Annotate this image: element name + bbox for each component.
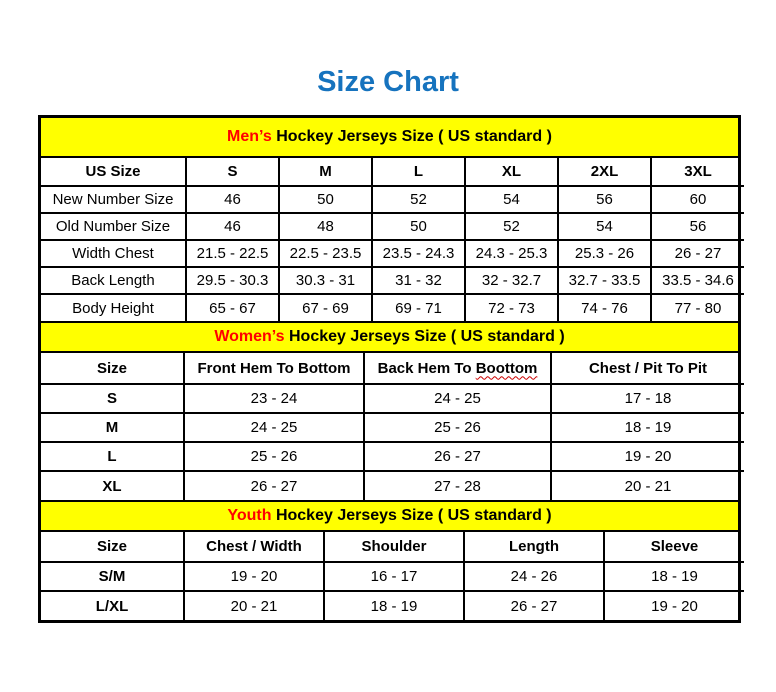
mens-header-row xyxy=(41,158,744,186)
table-row xyxy=(41,186,744,213)
youth-cell: 19 - 20 xyxy=(184,562,324,591)
womens-row-label: XL xyxy=(41,471,184,500)
mens-cell: 46 xyxy=(186,186,279,213)
youth-cell: 18 - 19 xyxy=(324,591,464,620)
table-row xyxy=(41,471,744,500)
mens-cell: 54 xyxy=(558,213,651,240)
youth-row-label: S/M xyxy=(41,562,184,591)
mens-cell: 52 xyxy=(372,186,465,213)
table-row xyxy=(41,562,744,591)
womens-cell: 26 - 27 xyxy=(184,471,364,500)
youth-cell: 20 - 21 xyxy=(184,591,324,620)
youth-column-header: Length xyxy=(464,532,604,562)
womens-column-header xyxy=(364,353,551,384)
mens-row-label: Back Length xyxy=(41,267,186,294)
youth-column-header: Chest / Width xyxy=(184,532,324,562)
mens-row-label: Old Number Size xyxy=(41,213,186,240)
mens-column-header: S xyxy=(186,158,279,186)
mens-column-header: 2XL xyxy=(558,158,651,186)
mens-cell: 50 xyxy=(372,213,465,240)
womens-header-row xyxy=(41,353,744,384)
womens-row-label: S xyxy=(41,384,184,413)
mens-column-header: 3XL xyxy=(651,158,744,186)
youth-section-band xyxy=(41,500,738,532)
mens-cell: 23.5 - 24.3 xyxy=(372,240,465,267)
womens-cell: 24 - 25 xyxy=(184,413,364,442)
mens-section-band xyxy=(41,118,738,158)
womens-column-header-misspelled-word: Boottom xyxy=(475,359,538,377)
womens-cell: 25 - 26 xyxy=(184,442,364,471)
mens-cell: 30.3 - 31 xyxy=(279,267,372,294)
womens-row-label: L xyxy=(41,442,184,471)
youth-cell: 26 - 27 xyxy=(464,591,604,620)
mens-cell: 72 - 73 xyxy=(465,294,558,321)
mens-cell: 56 xyxy=(651,213,744,240)
mens-cell: 77 - 80 xyxy=(651,294,744,321)
table-row xyxy=(41,213,744,240)
mens-band-text: Hockey Jerseys Size ( US standard ) xyxy=(276,128,552,145)
mens-column-header: M xyxy=(279,158,372,186)
mens-row-label: Body Height xyxy=(41,294,186,321)
mens-cell: 48 xyxy=(279,213,372,240)
womens-cell: 24 - 25 xyxy=(364,384,551,413)
mens-size-table xyxy=(41,158,744,321)
womens-cell: 23 - 24 xyxy=(184,384,364,413)
youth-cell: 19 - 20 xyxy=(604,591,744,620)
mens-cell: 46 xyxy=(186,213,279,240)
mens-cell: 56 xyxy=(558,186,651,213)
youth-row-label: L/XL xyxy=(41,591,184,620)
youth-band-text: Hockey Jerseys Size ( US standard ) xyxy=(275,507,552,524)
mens-cell: 32.7 - 33.5 xyxy=(558,267,651,294)
womens-column-header: Front Hem To Bottom xyxy=(184,353,364,384)
youth-cell: 24 - 26 xyxy=(464,562,604,591)
table-row xyxy=(41,384,744,413)
mens-row-label: New Number Size xyxy=(41,186,186,213)
mens-cell: 33.5 - 34.6 xyxy=(651,267,744,294)
youth-band-highlight: Youth xyxy=(227,507,272,524)
mens-cell: 25.3 - 26 xyxy=(558,240,651,267)
mens-band-highlight: Men’s xyxy=(227,128,272,145)
womens-cell: 17 - 18 xyxy=(551,384,744,413)
mens-column-header: XL xyxy=(465,158,558,186)
womens-band-highlight: Women’s xyxy=(214,328,285,345)
table-row xyxy=(41,413,744,442)
table-row xyxy=(41,240,744,267)
mens-cell: 32 - 32.7 xyxy=(465,267,558,294)
womens-column-header-text: Back Hem To xyxy=(377,359,472,377)
mens-row-label: Width Chest xyxy=(41,240,186,267)
mens-cell: 22.5 - 23.5 xyxy=(279,240,372,267)
mens-cell: 29.5 - 30.3 xyxy=(186,267,279,294)
mens-cell: 52 xyxy=(465,213,558,240)
mens-column-header: L xyxy=(372,158,465,186)
table-row xyxy=(41,591,744,620)
mens-column-header: US Size xyxy=(41,158,186,186)
youth-column-header: Size xyxy=(41,532,184,562)
mens-cell: 26 - 27 xyxy=(651,240,744,267)
womens-column-header: Size xyxy=(41,353,184,384)
youth-cell: 16 - 17 xyxy=(324,562,464,591)
womens-band-text: Hockey Jerseys Size ( US standard ) xyxy=(289,328,565,345)
womens-cell: 20 - 21 xyxy=(551,471,744,500)
womens-cell: 18 - 19 xyxy=(551,413,744,442)
size-chart xyxy=(38,115,741,623)
mens-cell: 54 xyxy=(465,186,558,213)
womens-row-label: M xyxy=(41,413,184,442)
youth-size-table xyxy=(41,532,744,620)
mens-cell: 24.3 - 25.3 xyxy=(465,240,558,267)
mens-cell: 67 - 69 xyxy=(279,294,372,321)
table-row xyxy=(41,294,744,321)
table-row xyxy=(41,267,744,294)
womens-size-table xyxy=(41,353,744,500)
mens-cell: 21.5 - 22.5 xyxy=(186,240,279,267)
womens-cell: 27 - 28 xyxy=(364,471,551,500)
youth-cell: 18 - 19 xyxy=(604,562,744,591)
womens-cell: 26 - 27 xyxy=(364,442,551,471)
mens-cell: 60 xyxy=(651,186,744,213)
youth-header-row xyxy=(41,532,744,562)
table-row xyxy=(41,442,744,471)
mens-cell: 74 - 76 xyxy=(558,294,651,321)
womens-section-band xyxy=(41,321,738,353)
page-title: Size Chart xyxy=(317,66,459,98)
mens-cell: 65 - 67 xyxy=(186,294,279,321)
youth-column-header: Sleeve xyxy=(604,532,744,562)
womens-cell: 19 - 20 xyxy=(551,442,744,471)
mens-cell: 31 - 32 xyxy=(372,267,465,294)
mens-cell: 50 xyxy=(279,186,372,213)
womens-column-header: Chest / Pit To Pit xyxy=(551,353,744,384)
youth-column-header: Shoulder xyxy=(324,532,464,562)
mens-cell: 69 - 71 xyxy=(372,294,465,321)
womens-cell: 25 - 26 xyxy=(364,413,551,442)
